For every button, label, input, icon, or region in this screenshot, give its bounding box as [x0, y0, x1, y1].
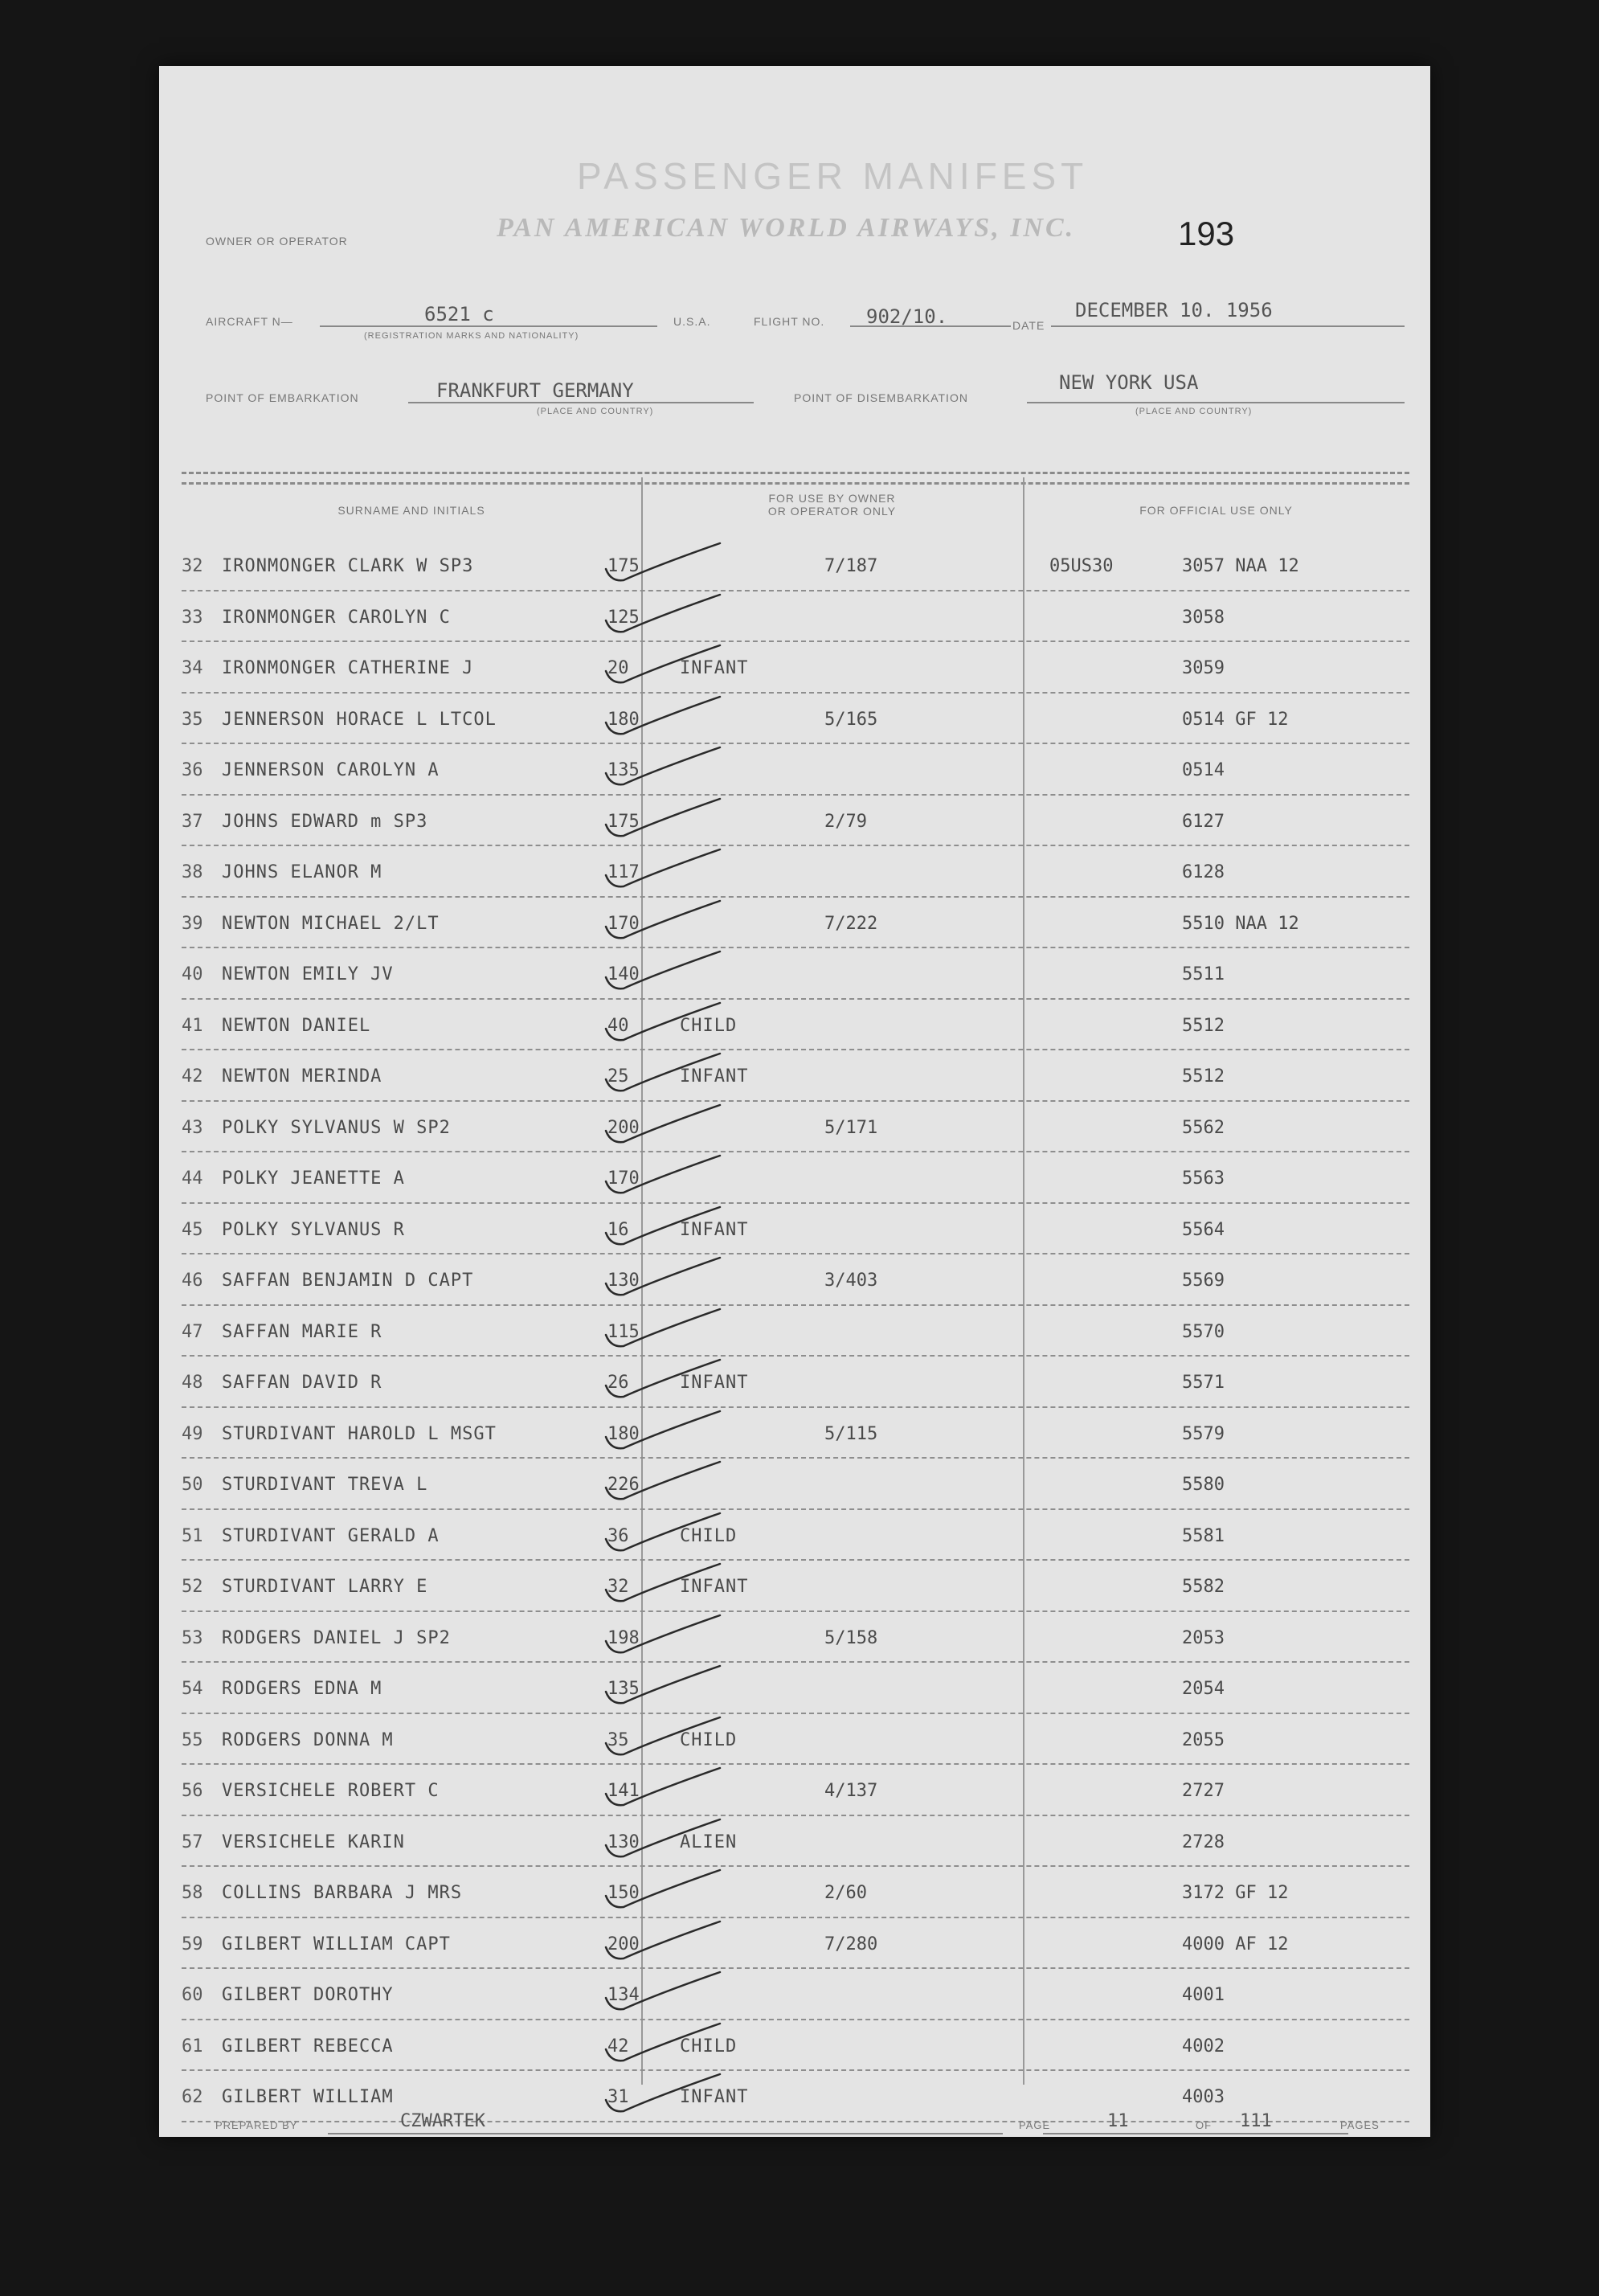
passenger-name: RODGERS EDNA M [222, 1679, 382, 1699]
aircraft-label: AIRCRAFT N— [206, 315, 293, 328]
passenger-name: POLKY SYLVANUS W SP2 [222, 1117, 451, 1138]
passenger-weight: 180 [607, 1423, 640, 1444]
owner-reference: 5/171 [824, 1117, 878, 1138]
official-number: 2053 [1182, 1627, 1225, 1648]
passenger-note: CHILD [680, 1729, 738, 1750]
aircraft-underline [320, 325, 657, 327]
passenger-name: NEWTON EMILY JV [222, 964, 394, 984]
official-number: 0514 GF 12 [1182, 709, 1289, 730]
official-number: 5570 [1182, 1321, 1225, 1342]
row-number: 49 [182, 1423, 203, 1444]
passenger-name: GILBERT WILLIAM [222, 2087, 394, 2107]
table-row [182, 1459, 1409, 1510]
passenger-name: JOHNS ELANOR M [222, 862, 382, 882]
embarkation-sublabel: (PLACE AND COUNTRY) [537, 407, 654, 416]
passenger-weight: 226 [607, 1475, 640, 1495]
table-row [182, 642, 1409, 694]
passenger-weight: 16 [607, 1219, 629, 1240]
official-number: 5510 NAA 12 [1182, 913, 1299, 934]
official-code: 05US30 [1049, 556, 1114, 576]
passenger-name: JENNERSON HORACE L LTCOL [222, 709, 497, 730]
row-number: 52 [182, 1577, 203, 1597]
passenger-note: INFANT [680, 1577, 749, 1597]
official-number: 5512 [1182, 1066, 1225, 1087]
row-number: 47 [182, 1321, 203, 1342]
passenger-name: NEWTON DANIEL [222, 1015, 371, 1036]
passenger-name: RODGERS DANIEL J SP2 [222, 1627, 451, 1648]
row-number: 55 [182, 1729, 203, 1750]
row-number: 44 [182, 1168, 203, 1189]
passenger-name: NEWTON MERINDA [222, 1066, 382, 1087]
passenger-weight: 175 [607, 556, 640, 576]
table-row [182, 1969, 1409, 2020]
passenger-name: JOHNS EDWARD m SP3 [222, 811, 428, 832]
table-row [182, 1765, 1409, 1816]
passenger-name: JENNERSON CAROLYN A [222, 760, 440, 780]
passenger-list [182, 540, 1409, 2122]
embarkation-place: FRANKFURT GERMANY [436, 379, 634, 402]
passenger-note: INFANT [680, 1373, 749, 1393]
row-number: 45 [182, 1219, 203, 1240]
page-underline [1043, 2133, 1348, 2134]
row-number: 37 [182, 811, 203, 832]
table-row [182, 1663, 1409, 1714]
table-row [182, 1000, 1409, 1051]
official-number: 3172 GF 12 [1182, 1883, 1289, 1903]
owner-reference: 7/222 [824, 913, 878, 934]
official-number: 3057 NAA 12 [1182, 556, 1299, 576]
owner-reference: 4/137 [824, 1781, 878, 1801]
table-row [182, 2071, 1409, 2122]
airline-name: PAN AMERICAN WORLD AIRWAYS, INC. [497, 213, 1076, 243]
table-row [182, 1357, 1409, 1408]
owner-label: OWNER OR OPERATOR [206, 235, 348, 248]
passenger-note: CHILD [680, 2036, 738, 2057]
official-number: 2054 [1182, 1679, 1225, 1699]
table-row [182, 1408, 1409, 1459]
owner-reference: 5/165 [824, 709, 878, 730]
table-row [182, 1306, 1409, 1357]
registration-sublabel: (REGISTRATION MARKS AND NATIONALITY) [364, 331, 579, 341]
passenger-weight: 125 [607, 607, 640, 628]
passenger-note: INFANT [680, 658, 749, 678]
official-number: 5511 [1182, 964, 1225, 984]
official-number: 5580 [1182, 1475, 1225, 1495]
row-number: 57 [182, 1831, 203, 1852]
passenger-note: INFANT [680, 2087, 749, 2107]
row-number: 53 [182, 1627, 203, 1648]
owner-reference: 7/280 [824, 1934, 878, 1954]
aircraft-registration: 6521 c [424, 303, 494, 325]
table-row [182, 694, 1409, 745]
table-row [182, 1714, 1409, 1766]
passenger-weight: 140 [607, 964, 640, 984]
table-row [182, 1918, 1409, 1970]
passenger-weight: 200 [607, 1934, 640, 1954]
passenger-name: NEWTON MICHAEL 2/LT [222, 913, 440, 934]
date-label: DATE [1012, 319, 1045, 332]
official-number: 0514 [1182, 760, 1225, 780]
table-row [182, 1561, 1409, 1612]
table-row [182, 1102, 1409, 1153]
disembarkation-place: NEW YORK USA [1059, 371, 1199, 394]
row-number: 56 [182, 1781, 203, 1801]
official-number: 5563 [1182, 1168, 1225, 1189]
passenger-weight: 115 [607, 1321, 640, 1342]
passenger-weight: 117 [607, 862, 640, 882]
prepared-by-value: CZWARTEK [400, 2111, 485, 2131]
owner-reference: 2/79 [824, 811, 867, 832]
flight-number: 902/10. [866, 305, 948, 328]
embarkation-underline [408, 402, 754, 403]
of-label: OF [1196, 2119, 1213, 2131]
passenger-name: GILBERT REBECCA [222, 2036, 394, 2057]
of-value: 111 [1240, 2111, 1272, 2131]
row-number: 58 [182, 1883, 203, 1903]
row-number: 40 [182, 964, 203, 984]
passenger-weight: 31 [607, 2087, 629, 2107]
passenger-weight: 36 [607, 1525, 629, 1546]
passenger-weight: 40 [607, 1015, 629, 1036]
manifest-title: PASSENGER MANIFEST [577, 155, 1089, 197]
passenger-weight: 26 [607, 1373, 629, 1393]
row-number: 61 [182, 2036, 203, 2057]
passenger-name: STURDIVANT LARRY E [222, 1577, 428, 1597]
official-number: 4002 [1182, 2036, 1225, 2057]
col-header-official-use: FOR OFFICIAL USE ONLY [1139, 504, 1293, 517]
col-header-owner-use [641, 492, 1023, 518]
official-number: 5564 [1182, 1219, 1225, 1240]
passenger-weight: 135 [607, 1679, 640, 1699]
passenger-weight: 130 [607, 1831, 640, 1852]
table-row [182, 1204, 1409, 1255]
row-number: 35 [182, 709, 203, 730]
official-number: 4003 [1182, 2087, 1225, 2107]
table-row [182, 540, 1409, 591]
row-number: 48 [182, 1373, 203, 1393]
official-number: 5579 [1182, 1423, 1225, 1444]
owner-reference: 5/158 [824, 1627, 878, 1648]
col-header-owner-use-line2: OR OPERATOR ONLY [767, 505, 897, 518]
row-number: 41 [182, 1015, 203, 1036]
passenger-weight: 135 [607, 760, 640, 780]
row-number: 59 [182, 1934, 203, 1954]
col-header-owner-use-line1: FOR USE BY OWNER [768, 492, 896, 505]
passenger-name: RODGERS DONNA M [222, 1729, 394, 1750]
passenger-weight: 198 [607, 1627, 640, 1648]
passenger-name: POLKY JEANETTE A [222, 1168, 405, 1189]
row-number: 34 [182, 658, 203, 678]
passenger-weight: 170 [607, 913, 640, 934]
owner-reference: 5/115 [824, 1423, 878, 1444]
passenger-note: CHILD [680, 1015, 738, 1036]
row-number: 60 [182, 1985, 203, 2005]
passenger-weight: 42 [607, 2036, 629, 2057]
passenger-name: IRONMONGER CATHERINE J [222, 658, 474, 678]
row-number: 62 [182, 2087, 203, 2107]
table-row [182, 948, 1409, 1000]
table-row [182, 846, 1409, 898]
disembarkation-underline [1027, 402, 1405, 403]
date-underline [1051, 325, 1405, 327]
table-row [182, 1152, 1409, 1204]
official-number: 5512 [1182, 1015, 1225, 1036]
page-stamp-number: 193 [1178, 215, 1235, 252]
passenger-weight: 20 [607, 658, 629, 678]
prepared-underline [328, 2133, 1003, 2134]
disembarkation-sublabel: (PLACE AND COUNTRY) [1135, 407, 1253, 416]
page-label: PAGE [1019, 2119, 1051, 2131]
passenger-name: STURDIVANT TREVA L [222, 1475, 428, 1495]
official-number: 5571 [1182, 1373, 1225, 1393]
table-top-rule [182, 472, 1409, 485]
table-row [182, 1612, 1409, 1664]
row-number: 51 [182, 1525, 203, 1546]
official-number: 2055 [1182, 1729, 1225, 1750]
official-number: 3059 [1182, 658, 1225, 678]
disembarkation-label: POINT OF DISEMBARKATION [794, 391, 968, 404]
table-row [182, 796, 1409, 847]
col-header-surname: SURNAME AND INITIALS [337, 504, 485, 517]
table-row [182, 744, 1409, 796]
official-number: 2727 [1182, 1781, 1225, 1801]
prepared-by-label: PREPARED BY [215, 2119, 298, 2131]
row-number: 38 [182, 862, 203, 882]
passenger-name: STURDIVANT GERALD A [222, 1525, 440, 1546]
passenger-name: IRONMONGER CAROLYN C [222, 607, 451, 628]
official-number: 6127 [1182, 811, 1225, 832]
official-number: 4001 [1182, 1985, 1225, 2005]
passenger-weight: 200 [607, 1117, 640, 1138]
manifest-page [159, 66, 1430, 2137]
passenger-weight: 134 [607, 1985, 640, 2005]
passenger-weight: 141 [607, 1781, 640, 1801]
passenger-name: STURDIVANT HAROLD L MSGT [222, 1423, 497, 1444]
passenger-weight: 150 [607, 1883, 640, 1903]
official-number: 5581 [1182, 1525, 1225, 1546]
owner-reference: 3/403 [824, 1271, 878, 1291]
passenger-note: CHILD [680, 1525, 738, 1546]
official-number: 5562 [1182, 1117, 1225, 1138]
table-row [182, 1867, 1409, 1918]
row-number: 50 [182, 1475, 203, 1495]
passenger-weight: 25 [607, 1066, 629, 1087]
passenger-name: POLKY SYLVANUS R [222, 1219, 405, 1240]
nationality-text: U.S.A. [673, 315, 711, 328]
official-number: 5569 [1182, 1271, 1225, 1291]
passenger-name: GILBERT WILLIAM CAPT [222, 1934, 451, 1954]
passenger-name: GILBERT DOROTHY [222, 1985, 394, 2005]
passenger-name: VERSICHELE ROBERT C [222, 1781, 440, 1801]
embarkation-label: POINT OF EMBARKATION [206, 391, 359, 404]
row-number: 42 [182, 1066, 203, 1087]
table-row [182, 898, 1409, 949]
row-number: 33 [182, 607, 203, 628]
table-row [182, 591, 1409, 643]
passenger-name: VERSICHELE KARIN [222, 1831, 405, 1852]
passenger-note: INFANT [680, 1219, 749, 1240]
official-number: 2728 [1182, 1831, 1225, 1852]
table-row [182, 1254, 1409, 1306]
passenger-weight: 175 [607, 811, 640, 832]
row-number: 36 [182, 760, 203, 780]
official-number: 5582 [1182, 1577, 1225, 1597]
table-row [182, 2020, 1409, 2072]
table-row [182, 1816, 1409, 1868]
passenger-note: INFANT [680, 1066, 749, 1087]
page-value: 11 [1107, 2111, 1129, 2131]
table-row [182, 1050, 1409, 1102]
passenger-name: SAFFAN MARIE R [222, 1321, 382, 1342]
owner-reference: 2/60 [824, 1883, 867, 1903]
passenger-name: IRONMONGER CLARK W SP3 [222, 556, 474, 576]
passenger-name: SAFFAN BENJAMIN D CAPT [222, 1271, 474, 1291]
passenger-weight: 32 [607, 1577, 629, 1597]
row-number: 43 [182, 1117, 203, 1138]
pages-label: PAGES [1340, 2119, 1380, 2131]
passenger-name: SAFFAN DAVID R [222, 1373, 382, 1393]
owner-reference: 7/187 [824, 556, 878, 576]
flight-underline [850, 325, 1011, 327]
flight-label: FLIGHT NO. [754, 315, 825, 328]
official-number: 6128 [1182, 862, 1225, 882]
passenger-weight: 170 [607, 1168, 640, 1189]
official-number: 4000 AF 12 [1182, 1934, 1289, 1954]
table-row [182, 1510, 1409, 1561]
passenger-weight: 35 [607, 1729, 629, 1750]
row-number: 54 [182, 1679, 203, 1699]
passenger-weight: 180 [607, 709, 640, 730]
passenger-note: ALIEN [680, 1831, 738, 1852]
row-number: 39 [182, 913, 203, 934]
official-number: 3058 [1182, 607, 1225, 628]
row-number: 32 [182, 556, 203, 576]
row-number: 46 [182, 1271, 203, 1291]
passenger-name: COLLINS BARBARA J MRS [222, 1883, 463, 1903]
flight-date: DECEMBER 10. 1956 [1075, 299, 1273, 321]
passenger-weight: 130 [607, 1271, 640, 1291]
